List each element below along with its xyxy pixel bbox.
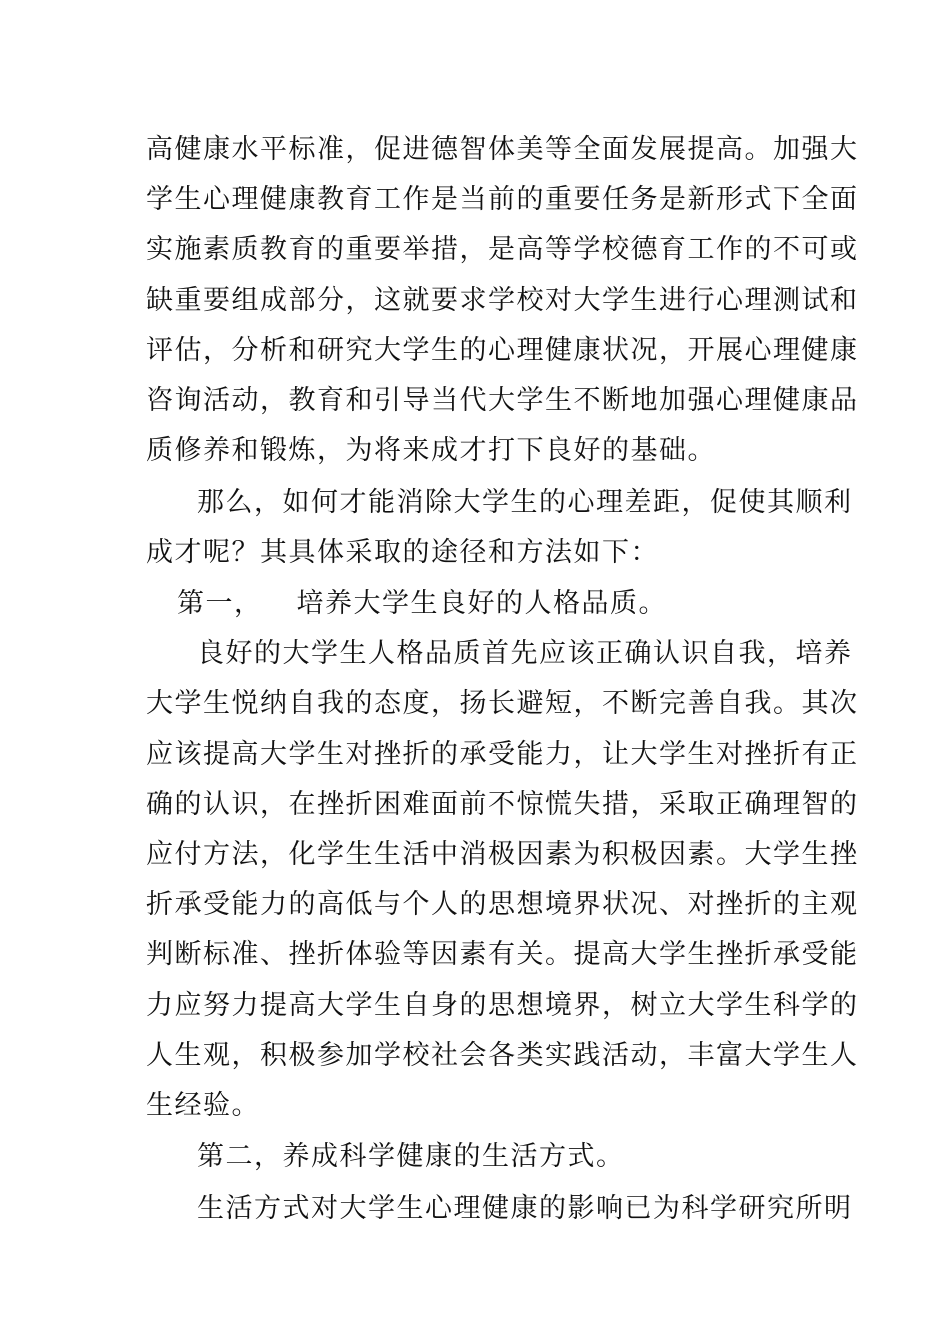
text-line: 缺重要组成部分，这就要求学校对大学生进行心理测试和 [146,285,859,316]
text-line: 成才呢？其具体采取的途径和方法如下： [146,537,659,568]
text-line: 那么，如何才能消除大学生的心理差距，促使其顺利 [197,487,853,518]
text-line: 良好的大学生人格品质首先应该正确认识自我，培养 [197,638,853,669]
text-line: 应该提高大学生对挫折的承受能力，让大学生对挫折有正 [146,739,859,770]
text-line: 生经验。 [146,1090,260,1121]
text-line: 应付方法，化学生生活中消极因素为积极因素。大学生挫 [146,839,859,870]
section-heading-1 [177,587,667,621]
text-line: 确的认识，在挫折困难面前不惊慌失措，采取正确理智的 [146,789,859,820]
section-heading-2: 第二，养成科学健康的生活方式。 [197,1141,625,1172]
section-title: 培养大学生良好的人格品质。 [296,588,667,619]
text-line: 咨询活动，教育和引导当代大学生不断地加强心理健康品 [146,385,859,416]
text-line: 折承受能力的高低与个人的思想境界状况、对挫折的主观 [146,889,859,920]
text-line: 生活方式对大学生心理健康的影响已为科学研究所明 [197,1193,853,1224]
text-line: 学生心理健康教育工作是当前的重要任务是新形式下全面 [146,184,859,215]
text-line: 人生观，积极参加学校社会各类实践活动，丰富大学生人 [146,1040,859,1071]
text-line: 判断标准、挫折体验等因素有关。提高大学生挫折承受能 [146,939,859,970]
text-line: 力应努力提高大学生自身的思想境界，树立大学生科学的 [146,990,859,1021]
section-number: 第一， [177,588,263,619]
text-line: 评估，分析和研究大学生的心理健康状况，开展心理健康 [146,335,859,366]
text-line: 大学生悦纳自我的态度，扬长避短，不断完善自我。其次 [146,688,859,719]
text-line: 高健康水平标准，促进德智体美等全面发展提高。加强大 [146,134,859,165]
text-line: 实施素质教育的重要举措，是高等学校德育工作的不可或 [146,234,859,265]
text-line: 质修养和锻炼，为将来成才打下良好的基础。 [146,435,716,466]
